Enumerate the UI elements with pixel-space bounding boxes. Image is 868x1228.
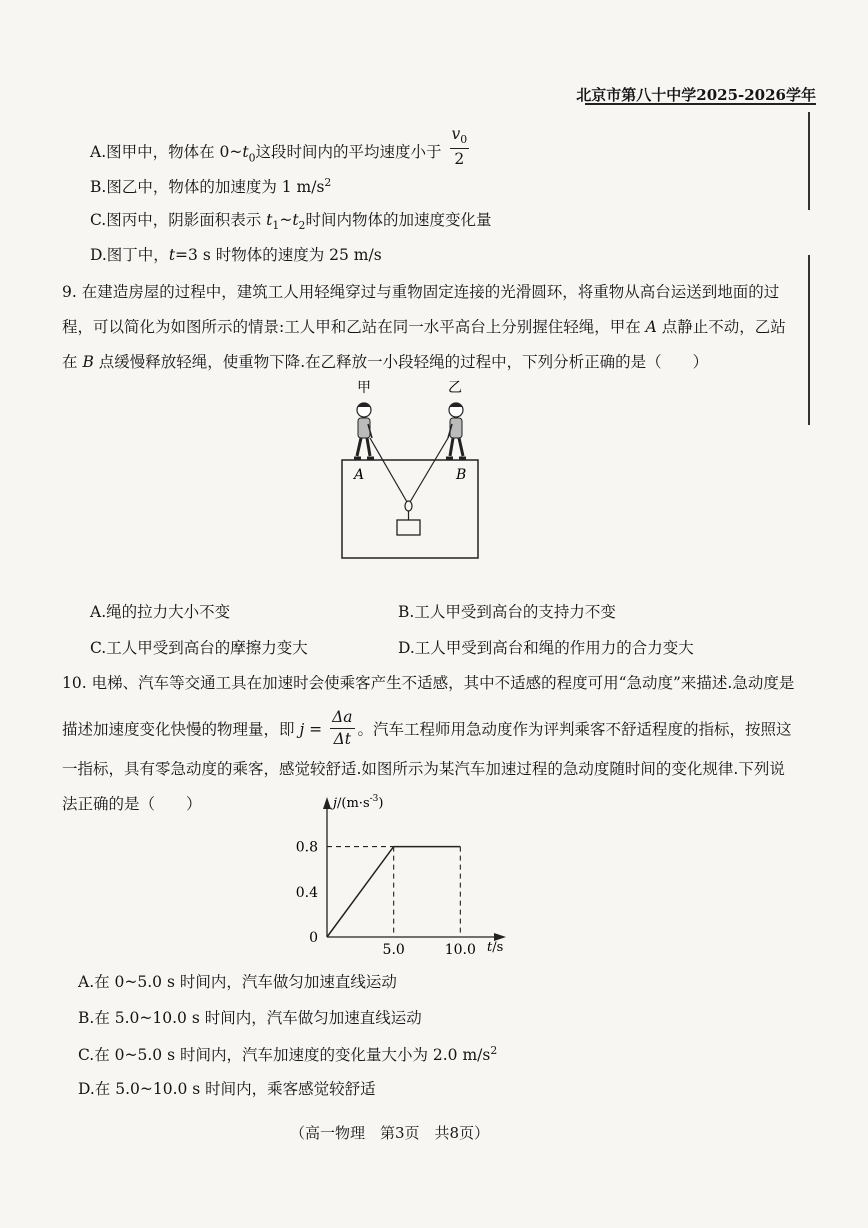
fraction-da-over-dt: $\frac{\Delta a}{\Delta t}$ xyxy=(332,708,353,748)
q10-option-a: A.在 0~5.0 s 时间内，汽车做匀加速直线运动 xyxy=(78,973,397,991)
q9-option-b: B.工人甲受到高台的支持力不变 xyxy=(398,603,616,621)
margin-bar-bottom xyxy=(808,255,810,425)
q8-option-d: D.图丁中，t=3 s 时物体的速度为 25 m/s xyxy=(90,246,382,264)
q8-option-b: B.图乙中，物体的加速度为 1 $m/s^2$ xyxy=(90,176,332,197)
q9-stem-line3: 在 B 点缓慢释放轻绳，使重物下降.在乙释放一小段轻绳的过程中，下列分析正确的是（ ） xyxy=(62,353,709,371)
q9-stem-line2: 程，可以简化为如图所示的情景:工人甲和乙站在同一水平高台上分别握住轻绳，甲在 A 点静止不动，乙站 xyxy=(62,318,786,336)
y-axis-arrow xyxy=(323,797,331,809)
page-footer: （高一物理 第3页 共8页） xyxy=(290,1124,490,1142)
q10-stem-line4: 法正确的是（ ） xyxy=(62,795,202,813)
y-tick-label: 0.4 xyxy=(295,884,318,901)
label-yi: 乙 xyxy=(448,380,462,396)
y-axis-label: $j/(m\cdot s^{-3})$ xyxy=(333,794,384,811)
y-tick-label: 0.8 xyxy=(295,839,318,856)
label-point-b: B xyxy=(456,467,467,483)
x-tick-label: 5.0 xyxy=(382,942,405,955)
label-jia: 甲 xyxy=(357,380,371,396)
rope-left xyxy=(370,438,407,502)
x-tick-label: 10.0 xyxy=(444,942,476,955)
margin-bar-top xyxy=(808,112,810,210)
x-axis-label: t/s xyxy=(487,940,504,955)
q10-option-c: C.在 0~5.0 s 时间内，汽车加速度的变化量大小为 2.0 $m/s^2$ xyxy=(78,1044,498,1065)
q9-figure xyxy=(330,378,490,563)
q8-option-a: A.图甲中，物体在 $0\sim t_0$这段时间内的平均速度小于 $\frac{v_0}{2}$ xyxy=(90,125,468,168)
q10-option-b: B.在 5.0~10.0 s 时间内，汽车做匀加速直线运动 xyxy=(78,1009,422,1027)
rope-right xyxy=(410,438,448,502)
q10-stem-line3: 一指标，具有零急动度的乘客，感觉较舒适.如图所示为某汽车加速过程的急动度随时间的变化规律.下列说 xyxy=(62,760,785,778)
label-point-a: A xyxy=(354,467,365,483)
q9-stem-line1: 9. 在建造房屋的过程中，建筑工人用轻绳穿过与重物固定连接的光滑圆环，将重物从高台运送到地面的过 xyxy=(62,283,780,301)
weight-block xyxy=(397,520,420,535)
header-rule xyxy=(585,103,816,105)
q10-option-d: D.在 5.0~10.0 s 时间内，乘客感觉较舒适 xyxy=(78,1080,376,1098)
y-tick-label: 0 xyxy=(309,930,318,946)
q9-option-d: D.工人甲受到高台和绳的作用力的合力变大 xyxy=(398,639,694,657)
q10-stem-line2: 描述加速度变化快慢的物理量，即 j = $\frac{\Delta a}{\Delta t}$ 。汽车工程师用急动度作为评判乘客不舒适程度的指标，按照这 xyxy=(62,708,792,748)
ring xyxy=(405,501,412,511)
q8-option-c: C.图丙中，阴影面积表示 $t_1\sim t_2$时间内物体的加速度变化量 xyxy=(90,211,492,233)
worker-yi xyxy=(446,403,466,458)
series-segment-0 xyxy=(327,847,394,937)
q9-option-c: C.工人甲受到高台的摩擦力变大 xyxy=(90,639,308,657)
worker-jia xyxy=(354,403,374,458)
q9-option-a: A.绳的拉力大小不变 xyxy=(90,603,231,621)
header-school-title: 北京市第八十中学2025-2026学年 xyxy=(576,86,816,104)
fraction-v0-over-2: $\frac{v_0}{2}$ xyxy=(451,125,468,168)
jerk-time-chart xyxy=(290,785,520,955)
q10-stem-line1: 10. 电梯、汽车等交通工具在加速时会使乘客产生不适感，其中不适感的程度可用“急动度”来描述.急动度是 xyxy=(62,674,795,692)
